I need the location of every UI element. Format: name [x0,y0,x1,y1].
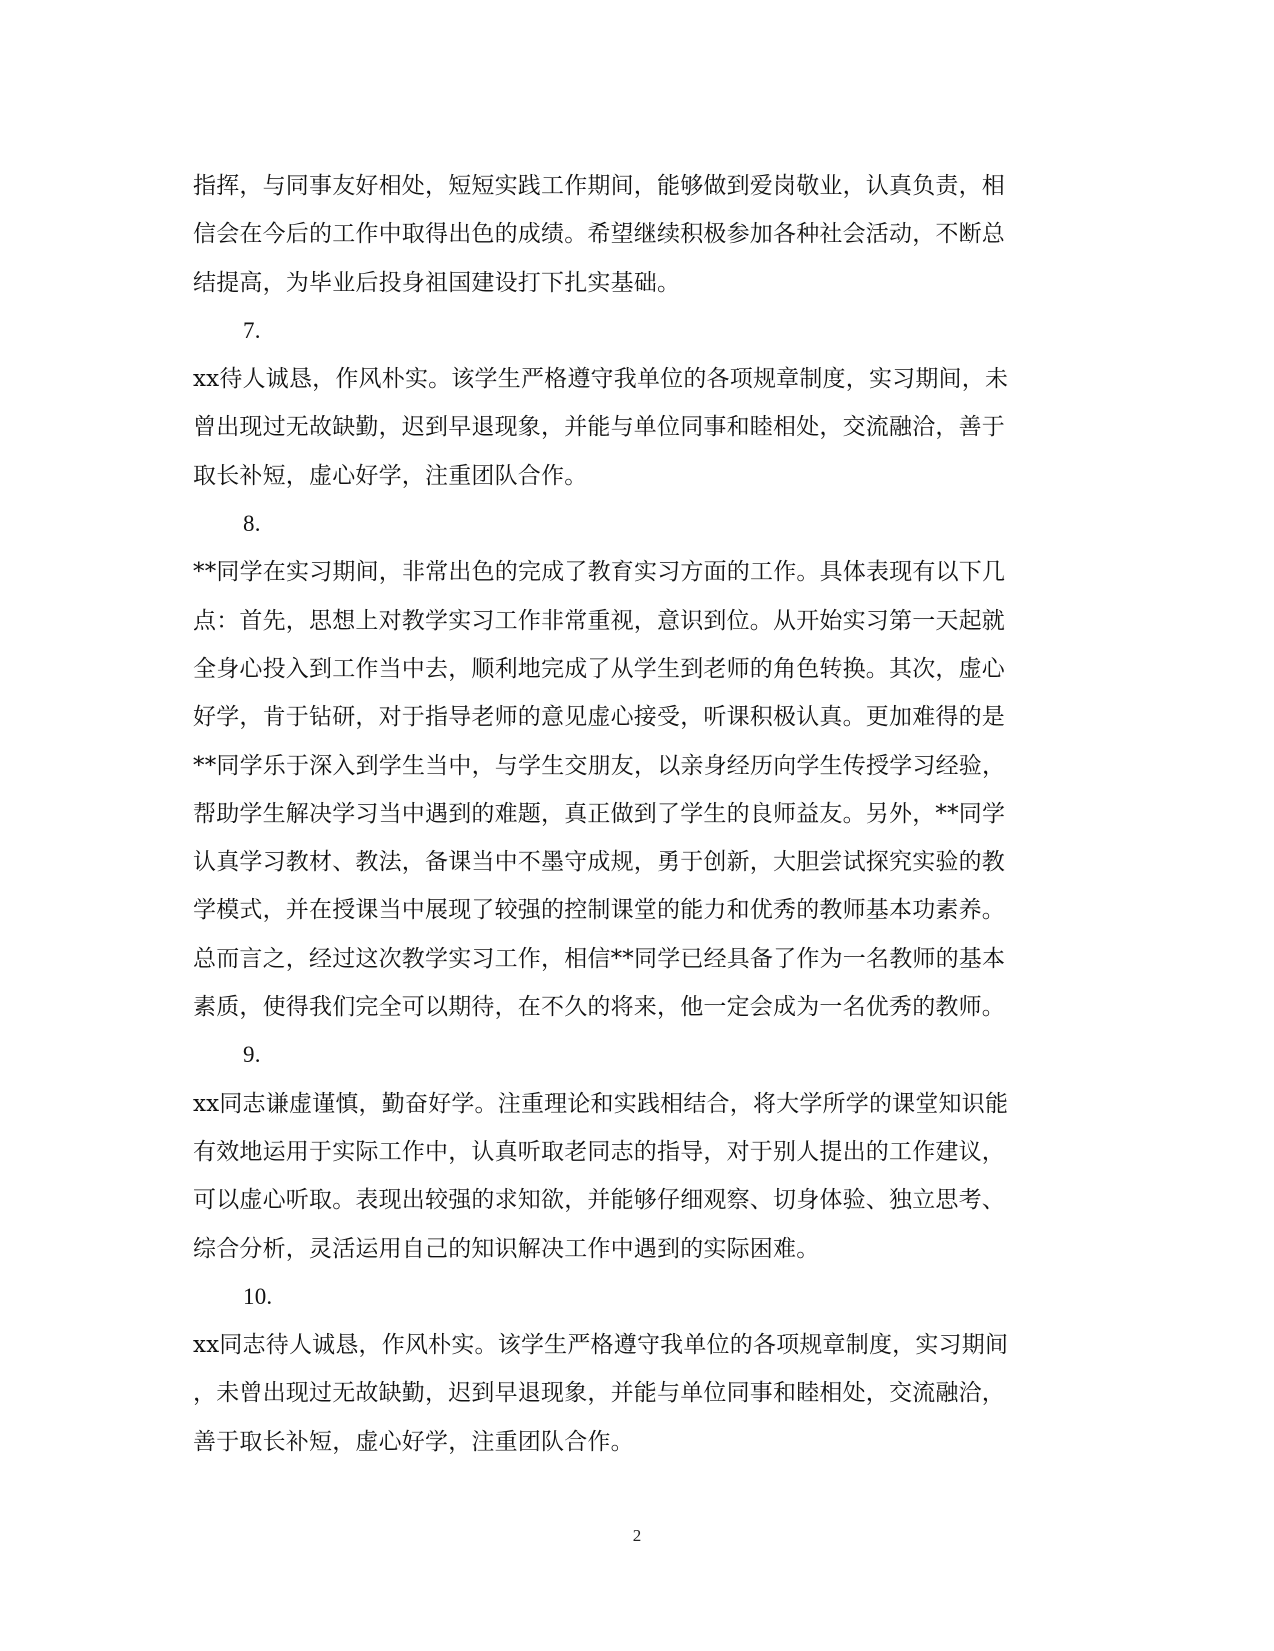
text-line: **同学乐于深入到学生当中，与学生交朋友，以亲身经历向学生传授学习经验， [193,752,1006,779]
text-line: 信会在今后的工作中取得出色的成绩。希望继续积极参加各种社会活动，不断总 [193,221,1005,248]
text-line: 帮助学生解决学习当中遇到的难题，真正做到了学生的良师益友。另外，**同学 [193,800,1006,827]
text-line: 取长补短，虚心好学，注重团队合作。 [193,462,588,489]
item-number: 10. [243,1283,273,1309]
document-body [193,162,1073,1466]
text-line: 总而言之，经过这次教学实习工作，相信**同学已经具备了作为一名教师的基本 [193,945,1006,972]
text-line: xx同志谦虚谨慎，勤奋好学。注重理论和实践相结合，将大学所学的课堂知识能 [193,1090,1009,1117]
text-line: xx同志待人诚恳，作风朴实。该学生严格遵守我单位的各项规章制度，实习期间 [193,1332,1009,1359]
text-line: 综合分析，灵活运用自己的知识解决工作中遇到的实际困难。 [193,1235,820,1262]
text-line: xx待人诚恳，作风朴实。该学生严格遵守我单位的各项规章制度，实习期间，未 [193,366,1009,393]
page-number: 2 [632,1526,642,1545]
text-line: 点：首先，思想上对教学实习工作非常重视，意识到位。从开始实习第一天起就 [193,607,1005,634]
text-line: 认真学习教材、教法，备课当中不墨守成规，勇于创新，大胆尝试探究实验的教 [193,849,1005,876]
item-number: 9. [243,1042,261,1068]
text-line: 善于取长补短，虚心好学，注重团队合作。 [193,1428,634,1455]
text-line: 指挥，与同事友好相处，短短实践工作期间，能够做到爱岗敬业，认真负责，相 [193,173,1005,199]
item-number: 8. [243,511,261,537]
text-line: 可以虚心听取。表现出较强的求知欲，并能够仔细观察、切身体验、独立思考、 [193,1187,1005,1214]
text-line: 全身心投入到工作当中去，顺利地完成了从学生到老师的角色转换。其次，虚心 [193,655,1005,682]
text-line: 学模式，并在授课当中展现了较强的控制课堂的能力和优秀的教师基本功素养。 [193,897,1005,924]
text-line: 素质，使得我们完全可以期待，在不久的将来，他一定会成为一名优秀的教师。 [193,994,1005,1021]
text-line: 有效地运用于实际工作中，认真听取老同志的指导，对于别人提出的工作建议， [193,1138,1005,1165]
text-line: 曾出现过无故缺勤，迟到早退现象，并能与单位同事和睦相处，交流融洽，善于 [193,414,1005,441]
text-line: 好学，肯于钻研，对于指导老师的意见虚心接受，听课积极认真。更加难得的是 [193,704,1005,731]
item-number: 7. [243,317,261,343]
text-line: 结提高，为毕业后投身祖国建设打下扎实基础。 [193,269,681,296]
text-line: **同学在实习期间，非常出色的完成了教育实习方面的工作。具体表现有以下几 [193,559,1006,586]
text-line: ，未曾出现过无故缺勤，迟到早退现象，并能与单位同事和睦相处，交流融洽， [193,1380,1005,1407]
